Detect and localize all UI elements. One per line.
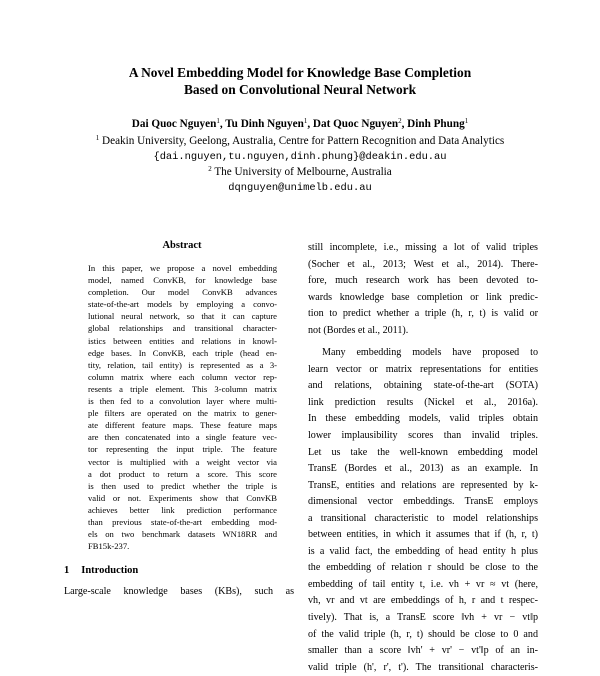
abstract-line: global relationships and transitional character- bbox=[88, 323, 277, 334]
body-line: wards knowledge base completion or link predic- bbox=[308, 291, 538, 303]
body-line: of the valid triple (h, r, t) should be close to 0 and bbox=[308, 628, 538, 640]
introduction-text bbox=[64, 584, 294, 601]
body-line: a transitional characteristic to model relationships bbox=[308, 512, 538, 524]
abstract-line: is then used to predict whether the triple is bbox=[88, 480, 277, 491]
abstract-line: is then fed to a convolution layer where multi- bbox=[88, 396, 277, 407]
abstract-line: are then concatenated into a single feature vec- bbox=[88, 432, 277, 443]
abstract-heading: Abstract bbox=[162, 240, 202, 251]
body-line: (Socher et al., 2013; West et al., 2014). There- bbox=[308, 258, 538, 270]
affiliation-1-mark: 1 bbox=[95, 134, 100, 142]
author-3: Dat Quoc Nguyen bbox=[312, 118, 399, 130]
author-2-affil-mark: 1 bbox=[303, 117, 308, 125]
affiliation-2-mark: 2 bbox=[208, 165, 212, 173]
body-line: In these embedding models, valid triples obtain bbox=[308, 413, 538, 425]
author-separator: , bbox=[307, 118, 313, 130]
affiliation-2-email: dqnguyen@unimelb.edu.au bbox=[228, 182, 372, 194]
author-4: Dinh Phung bbox=[407, 118, 465, 130]
abstract-line: than previous state-of-the-art embedding mod- bbox=[88, 516, 277, 527]
abstract-line: lutional neural network, so that it can capture bbox=[88, 311, 277, 322]
right-column-text bbox=[308, 240, 538, 676]
body-line: valid triple (h', r', t'). The transitional characteris- bbox=[308, 661, 538, 673]
section-number: 1 bbox=[64, 565, 70, 576]
abstract-line: valid or not. Experiments show that ConvKB bbox=[88, 492, 277, 503]
body-line: still incomplete, i.e., missing a lot of valid triples bbox=[308, 242, 538, 253]
author-separator: , bbox=[219, 118, 226, 130]
abstract-line: tor representing the input triple. The feature bbox=[88, 444, 277, 455]
author-1: Dai Quoc Nguyen bbox=[131, 118, 217, 130]
abstract-line: model, named ConvKB, for knowledge base bbox=[88, 275, 277, 286]
body-line: TransE (Bordes et al., 2013) as an example. In bbox=[308, 463, 538, 475]
abstract-line: ate different feature maps. These feature maps bbox=[88, 420, 277, 431]
abstract-line: tity, relation, tail entity) is represented as a 3- bbox=[88, 359, 277, 370]
abstract-line: istics between entities and relations in knowl- bbox=[88, 335, 277, 346]
author-3-affil-mark: 2 bbox=[398, 117, 402, 125]
abstract-line: els on two benchmark datasets WN18RR and bbox=[88, 529, 277, 540]
title-line-2: Based on Convolutional Neural Network bbox=[183, 82, 417, 97]
introduction-line: Large-scale knowledge bases (KBs), such as bbox=[64, 586, 294, 597]
body-line: fore, much research work has been devoted to- bbox=[308, 275, 538, 287]
body-line: tively). That is, a TransE score ‖vh + vr − vt‖p bbox=[308, 612, 538, 624]
section-heading-introduction bbox=[64, 565, 138, 576]
author-4-affil-mark: 1 bbox=[464, 117, 469, 125]
body-line: learn vector or matrix representations for entities bbox=[308, 363, 538, 375]
title-line-1: A Novel Embedding Model for Knowledge Base Completion bbox=[128, 65, 472, 80]
paper-title bbox=[60, 64, 540, 98]
body-line: the embedding of relation r should be close to the bbox=[308, 562, 538, 574]
abstract-line: In this paper, we propose a novel embedding bbox=[88, 263, 277, 273]
body-line: smaller than a score ‖vh' + vr' − vt'‖p of an in- bbox=[308, 645, 538, 657]
body-line: between entities, in which it assumes that if (h, r, t) bbox=[308, 529, 538, 541]
body-line: Many embedding models have proposed to bbox=[322, 347, 538, 359]
body-line: embedding of tail entity t, i.e. vh + vr ≈ vt (here, bbox=[308, 578, 538, 590]
affiliation-1-text: Deakin University, Geelong, Australia, Centre for Pattern Recognition and Data Analytics bbox=[102, 135, 505, 147]
author-separator: , bbox=[401, 118, 408, 130]
abstract-line: edge bases. In ConvKB, each triple (head en- bbox=[88, 347, 277, 358]
abstract-body bbox=[88, 262, 277, 552]
abstract-line: achieves better link prediction performance bbox=[88, 504, 277, 515]
affiliation-1-emails: {dai.nguyen,tu.nguyen,dinh.phung}@deakin.edu.au bbox=[153, 151, 447, 163]
author-1-affil-mark: 1 bbox=[216, 117, 220, 125]
abstract-line: FB15k-237. bbox=[88, 541, 130, 552]
body-line: dimensional vector embeddings. TransE employs bbox=[308, 496, 538, 508]
body-line: Let us take the well-known embedding model bbox=[308, 446, 538, 458]
abstract-line: completion. Our model ConvKB advances bbox=[88, 287, 277, 298]
body-line: link prediction results (Nickel et al., 2016a). bbox=[308, 396, 538, 408]
affiliation-2-text: The University of Melbourne, Australia bbox=[214, 166, 392, 178]
body-line: is a valid fact, the embedding of head entity h plus bbox=[308, 545, 538, 557]
author-list bbox=[40, 118, 560, 130]
author-2: Tu Dinh Nguyen bbox=[225, 118, 304, 130]
body-line: lower implausibility scores than invalid triples. bbox=[308, 430, 538, 442]
body-line: not (Bordes et al., 2011). bbox=[308, 324, 409, 336]
affiliation-1 bbox=[30, 134, 570, 149]
abstract-line: state-of-the-art models by employing a convo- bbox=[88, 299, 277, 310]
abstract-line: ple filters are operated on the matrix to gener- bbox=[88, 408, 277, 419]
section-title: Introduction bbox=[81, 565, 139, 576]
affiliation-2 bbox=[30, 165, 570, 180]
abstract-line: a dot product to return a score. This score bbox=[88, 468, 277, 479]
body-line: vh, vr and vt are embeddings of h, r and t respec- bbox=[308, 595, 538, 607]
body-line: TransE, entities and relations are represented by k- bbox=[308, 479, 538, 491]
body-line: and relations, obtaining state-of-the-art (SOTA) bbox=[308, 380, 538, 392]
abstract-line: column matrix where each column vector rep- bbox=[88, 371, 277, 382]
body-line: tion to predict whether a triple (h, r, t) is valid or bbox=[308, 308, 538, 320]
abstract-line: vector is multiplied with a weight vector via bbox=[88, 456, 277, 467]
abstract-line: resents a triple element. This 3-column matrix bbox=[88, 383, 277, 394]
